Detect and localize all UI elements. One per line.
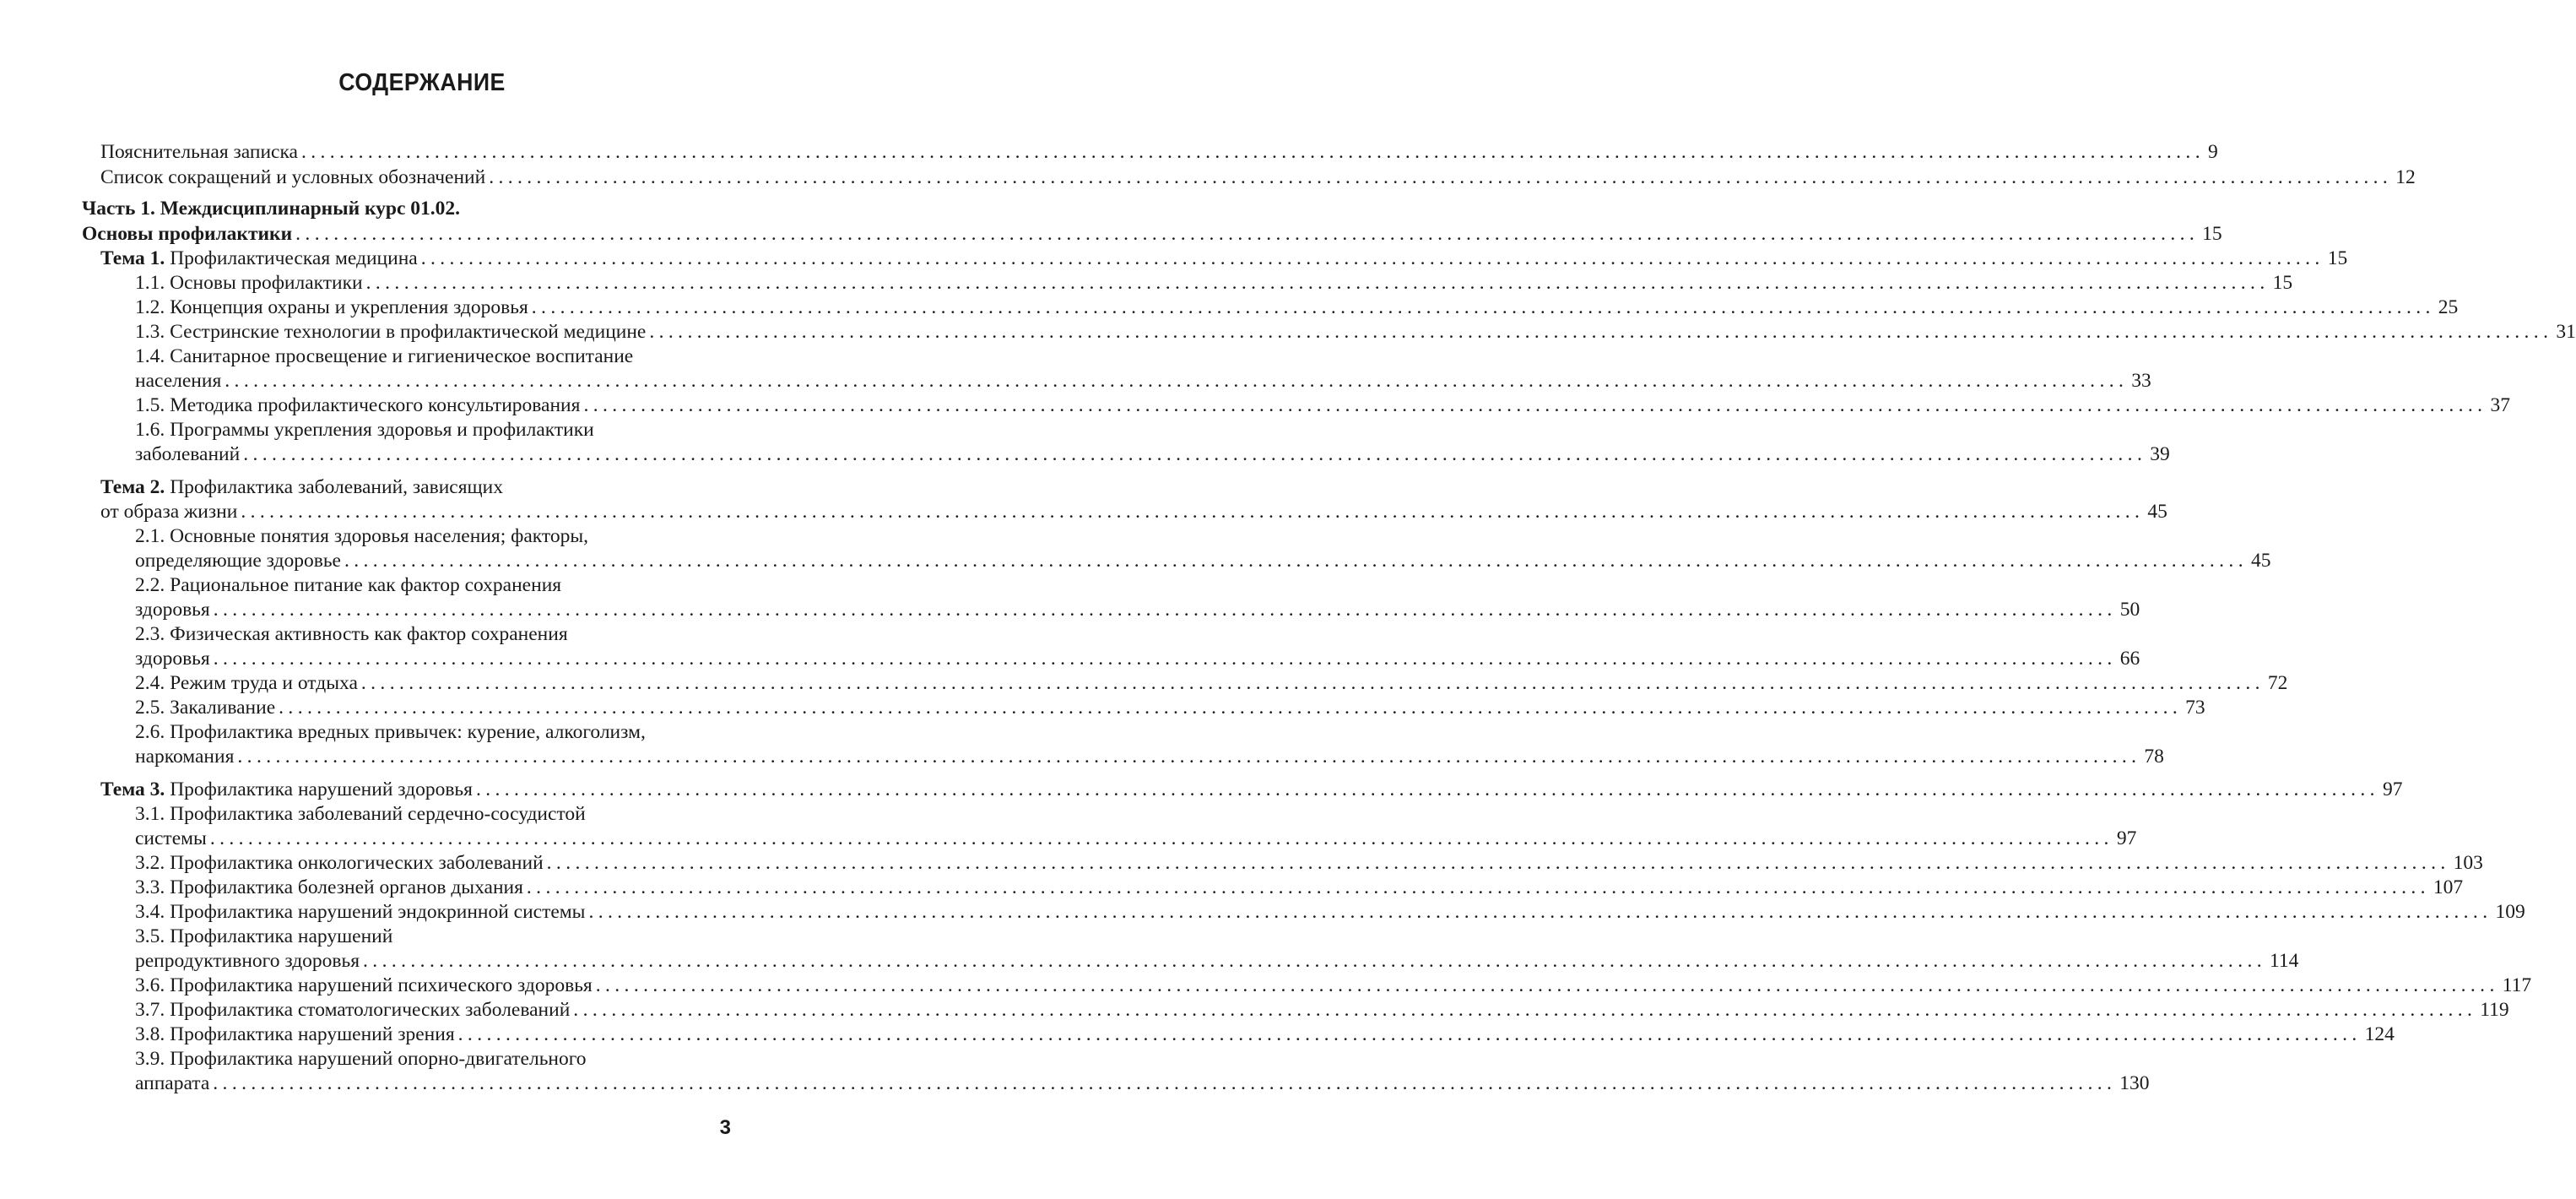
- toc-entry-text: заболеваний: [135, 443, 241, 465]
- toc-entry: [135, 801, 731, 827]
- toc-entry-label: [135, 572, 561, 598]
- toc-entry-text: определяющие здоровье: [135, 550, 341, 572]
- dot-leader: ........................................................................................................................................................................................................: [225, 370, 2129, 392]
- toc-entry: [135, 646, 2140, 671]
- toc-entry: [135, 948, 2299, 974]
- toc-entry: [100, 246, 2348, 271]
- toc-entry-text: 2.1. Основные понятия здоровья населения; факторы,: [135, 525, 588, 547]
- dot-leader: ........................................................................................................................................................................................................: [213, 648, 2117, 670]
- toc-entry-label: [135, 597, 210, 622]
- toc-entry: [135, 597, 2140, 622]
- toc-entry-label: [135, 670, 358, 696]
- toc-entry-text: Пояснительная записка: [100, 141, 298, 163]
- toc-entry-label: [135, 924, 392, 949]
- toc-entry-page-number: 107: [2433, 876, 2464, 898]
- toc-entry-label: [135, 393, 580, 418]
- toc-entry: [135, 1022, 2395, 1047]
- toc-entry-label: [135, 719, 646, 745]
- toc-entry-label: [135, 1071, 209, 1096]
- toc-entry-page-number: 119: [2480, 999, 2509, 1021]
- toc-entry-label: [135, 899, 585, 925]
- dot-leader: ........................................................................................................................................................................................................: [209, 827, 2113, 849]
- toc-entry: [135, 548, 2271, 573]
- toc-entry-text: наркомания: [135, 746, 235, 768]
- toc-entry-label: [135, 319, 646, 345]
- toc-entry-page-number: 97: [2382, 779, 2403, 800]
- toc-entry: [100, 499, 2167, 524]
- toc-entry: [135, 442, 2170, 467]
- toc-entry-text: от образа жизни: [100, 501, 238, 523]
- toc-entry: [135, 417, 731, 442]
- toc-entry: [100, 475, 731, 500]
- toc-entry-label: [135, 270, 363, 296]
- toc-entry-text: 2.3. Физическая активность как фактор сохранения: [135, 623, 568, 645]
- toc-entry: [135, 319, 2576, 345]
- dot-leader: ........................................................................................................................................................................................................: [583, 394, 2487, 416]
- toc-entry: [135, 875, 2464, 900]
- toc-entry: [135, 899, 2525, 925]
- toc-entry-label: [135, 850, 544, 876]
- toc-entry: [135, 744, 2164, 769]
- toc-entry: [135, 826, 2137, 851]
- toc-entry-page-number: 73: [2185, 697, 2205, 719]
- toc-entry: [82, 196, 731, 221]
- toc-entry: [135, 393, 2510, 418]
- toc-entry-page-number: 78: [2144, 746, 2164, 768]
- toc-entry-label: [135, 368, 221, 393]
- dot-leader: ........................................................................................................................................................................................................: [588, 901, 2492, 923]
- toc-entry-text: Список сокращений и условных обозначений: [100, 166, 486, 188]
- toc-entry-page-number: 124: [2364, 1023, 2395, 1045]
- toc-entry-label: [100, 139, 298, 165]
- toc-entry: [135, 850, 2483, 876]
- toc-entry-text: 3.8. Профилактика нарушений зрения: [135, 1023, 455, 1045]
- toc-entry-label: [82, 221, 292, 247]
- toc-entry: [135, 1071, 2150, 1096]
- toc-entry-text: 2.4. Режим труда и отдыха: [135, 672, 358, 694]
- toc-entry-text: 3.9. Профилактика нарушений опорно-двигательного: [135, 1048, 587, 1070]
- dot-leader: ........................................................................................................................................................................................................: [213, 1072, 2117, 1094]
- toc-entry-text: 3.1. Профилактика заболеваний сердечно-сосудистой: [135, 803, 586, 825]
- toc-entry-page-number: 9: [2207, 141, 2218, 163]
- toc-entry-page-number: 12: [2395, 166, 2416, 188]
- dot-leader: ........................................................................................................................................................................................................: [237, 746, 2141, 768]
- dot-leader: ........................................................................................................................................................................................................: [241, 501, 2145, 523]
- toc-entry: [100, 165, 2416, 190]
- toc-entry-label: [135, 744, 234, 769]
- dot-leader: ........................................................................................................................................................................................................: [420, 247, 2324, 269]
- toc-entry-label: [135, 621, 568, 647]
- toc-entry-text: Профилактика нарушений здоровья: [165, 779, 473, 800]
- toc-entry-page-number: 45: [2250, 550, 2271, 572]
- toc-entry-label: [100, 777, 473, 802]
- toc-entry-text: 3.4. Профилактика нарушений эндокринной системы: [135, 901, 586, 923]
- toc-entry: [135, 572, 731, 598]
- toc-entry-label: [135, 548, 341, 573]
- toc-entry-text: 3.6. Профилактика нарушений психического здоровья: [135, 974, 593, 996]
- toc-entry-page-number: 39: [2150, 443, 2170, 465]
- toc-entry: [135, 1046, 731, 1072]
- toc-entry-text: 1.4. Санитарное просвещение и гигиеническое воспитание: [135, 345, 634, 367]
- dot-leader: ........................................................................................................................................................................................................: [531, 296, 2435, 318]
- toc-entry-label: [135, 695, 275, 720]
- toc-entry-label: [135, 646, 210, 671]
- toc-entry: [135, 924, 731, 949]
- toc-entry-label: [100, 165, 485, 190]
- toc-entry-label: [100, 475, 503, 500]
- toc-entry-text: аппарата: [135, 1072, 210, 1094]
- dot-leader: ........................................................................................................................................................................................................: [213, 599, 2117, 621]
- toc-entry-label: [100, 246, 418, 271]
- toc-entry: [135, 621, 731, 647]
- toc-entry-page-number: 25: [2438, 296, 2459, 318]
- dot-leader: ........................................................................................................................................................................................................: [475, 779, 2379, 800]
- toc-entry-text: населения: [135, 370, 222, 392]
- toc-entry: [135, 719, 731, 745]
- toc-entry-text: Профилактическая медицина: [165, 247, 418, 269]
- toc-entry-page-number: 15: [2202, 223, 2222, 245]
- toc-entry-label: [135, 1022, 455, 1047]
- toc-entry: [135, 695, 2205, 720]
- toc-entry-text: 2.6. Профилактика вредных привычек: курение, алкоголизм,: [135, 721, 646, 743]
- toc-entry-label: [135, 295, 528, 320]
- toc-entry-page-number: 15: [2327, 247, 2348, 269]
- toc-entry-bold-prefix: Тема 1.: [100, 247, 165, 269]
- toc-entry-page-number: 37: [2490, 394, 2510, 416]
- toc-entry: [135, 973, 2532, 998]
- toc-entry-text: здоровья: [135, 599, 210, 621]
- toc-entry: [100, 139, 2218, 165]
- toc-entry-text: Профилактика заболеваний, зависящих: [165, 476, 503, 498]
- toc-entry-page-number: 33: [2131, 370, 2151, 392]
- toc-entry-label: [135, 417, 594, 442]
- toc-entry-label: [135, 442, 240, 467]
- toc-entry-page-number: 50: [2119, 599, 2140, 621]
- toc-entry-text: здоровья: [135, 648, 210, 670]
- toc-entry-text: 2.5. Закаливание: [135, 697, 276, 719]
- toc-entry: [135, 344, 731, 369]
- toc-entry-page-number: 117: [2502, 974, 2532, 996]
- dot-leader: ........................................................................................................................................................................................................: [344, 550, 2248, 572]
- toc-entry-label: [135, 524, 588, 549]
- toc-entry-bold-prefix: Основы профилактики: [82, 223, 293, 245]
- toc-entry: [135, 524, 731, 549]
- toc-entry: [135, 368, 2151, 393]
- dot-leader: ........................................................................................................................................................................................................: [595, 974, 2499, 996]
- toc-entry-label: [135, 948, 360, 974]
- toc-entry-text: 1.3. Сестринские технологии в профилактической медицине: [135, 321, 647, 343]
- toc-entry: [82, 221, 2222, 247]
- page-title: СОДЕРЖАНИЕ: [338, 69, 506, 96]
- toc-entry-text: 1.1. Основы профилактики: [135, 272, 363, 294]
- toc-entry-label: [135, 875, 523, 900]
- dot-leader: ........................................................................................................................................................................................................: [365, 272, 2270, 294]
- toc-entry-page-number: 103: [2453, 852, 2483, 874]
- dot-leader: ........................................................................................................................................................................................................: [279, 697, 2183, 719]
- toc-entry-label: [135, 344, 633, 369]
- toc-entry-label: [100, 499, 237, 524]
- toc-entry-text: 3.7. Профилактика стоматологических заболеваний: [135, 999, 571, 1021]
- dot-leader: ........................................................................................................................................................................................................: [300, 141, 2205, 163]
- toc-entry-label: [135, 973, 593, 998]
- toc-entry-label: [135, 826, 207, 851]
- toc-entry-page-number: 15: [2272, 272, 2293, 294]
- toc-entry-bold-prefix: Тема 2.: [100, 476, 165, 498]
- toc-entry: [135, 295, 2459, 320]
- toc-entry-page-number: 97: [2116, 827, 2137, 849]
- toc-entry-text: 1.6. Программы укрепления здоровья и профилактики: [135, 419, 594, 441]
- dot-leader: ........................................................................................................................................................................................................: [243, 443, 2147, 465]
- toc-entry-page-number: 130: [2119, 1072, 2150, 1094]
- dot-leader: ........................................................................................................................................................................................................: [457, 1023, 2362, 1045]
- dot-leader: ........................................................................................................................................................................................................: [360, 672, 2265, 694]
- toc-entry-text: 3.3. Профилактика болезней органов дыхания: [135, 876, 523, 898]
- toc-entry-bold-prefix: Тема 3.: [100, 779, 165, 800]
- toc-entry-text: 2.2. Рациональное питание как фактор сохранения: [135, 574, 562, 596]
- dot-leader: ........................................................................................................................................................................................................: [573, 999, 2477, 1021]
- toc-entry: [135, 270, 2293, 296]
- toc-entry-label: [82, 196, 460, 221]
- toc-entry-text: 3.2. Профилактика онкологических заболеваний: [135, 852, 544, 874]
- toc-entry-text: 3.5. Профилактика нарушений: [135, 925, 393, 947]
- dot-leader: ........................................................................................................................................................................................................: [526, 876, 2430, 898]
- toc-entry: [100, 777, 2403, 802]
- toc-entry-page-number: 31: [2556, 321, 2576, 343]
- dot-leader: ........................................................................................................................................................................................................: [489, 166, 2393, 188]
- toc-entry-page-number: 45: [2147, 501, 2167, 523]
- page-number: 3: [719, 1116, 731, 1139]
- toc-entry: [135, 670, 2288, 696]
- dot-leader: ........................................................................................................................................................................................................: [295, 223, 2200, 245]
- dot-leader: ........................................................................................................................................................................................................: [363, 950, 2267, 972]
- toc-entry-label: [135, 1046, 587, 1072]
- toc-entry-text: системы: [135, 827, 207, 849]
- toc-entry-page-number: 66: [2119, 648, 2140, 670]
- toc-entry-text: 1.5. Методика профилактического консультирования: [135, 394, 581, 416]
- dot-leader: ........................................................................................................................................................................................................: [649, 321, 2553, 343]
- toc-entry-bold-prefix: Часть 1. Междисциплинарный курс 01.02.: [82, 198, 461, 220]
- toc-entry-text: 1.2. Концепция охраны и укрепления здоровья: [135, 296, 528, 318]
- dot-leader: ........................................................................................................................................................................................................: [546, 852, 2450, 874]
- toc-entry-text: репродуктивного здоровья: [135, 950, 360, 972]
- toc-entry-page-number: 114: [2270, 950, 2299, 972]
- toc-entry-page-number: 72: [2267, 672, 2288, 694]
- toc-entry-label: [135, 997, 570, 1023]
- toc-entry-page-number: 109: [2495, 901, 2525, 923]
- toc-entry: [135, 997, 2509, 1023]
- toc-entry-label: [135, 801, 586, 827]
